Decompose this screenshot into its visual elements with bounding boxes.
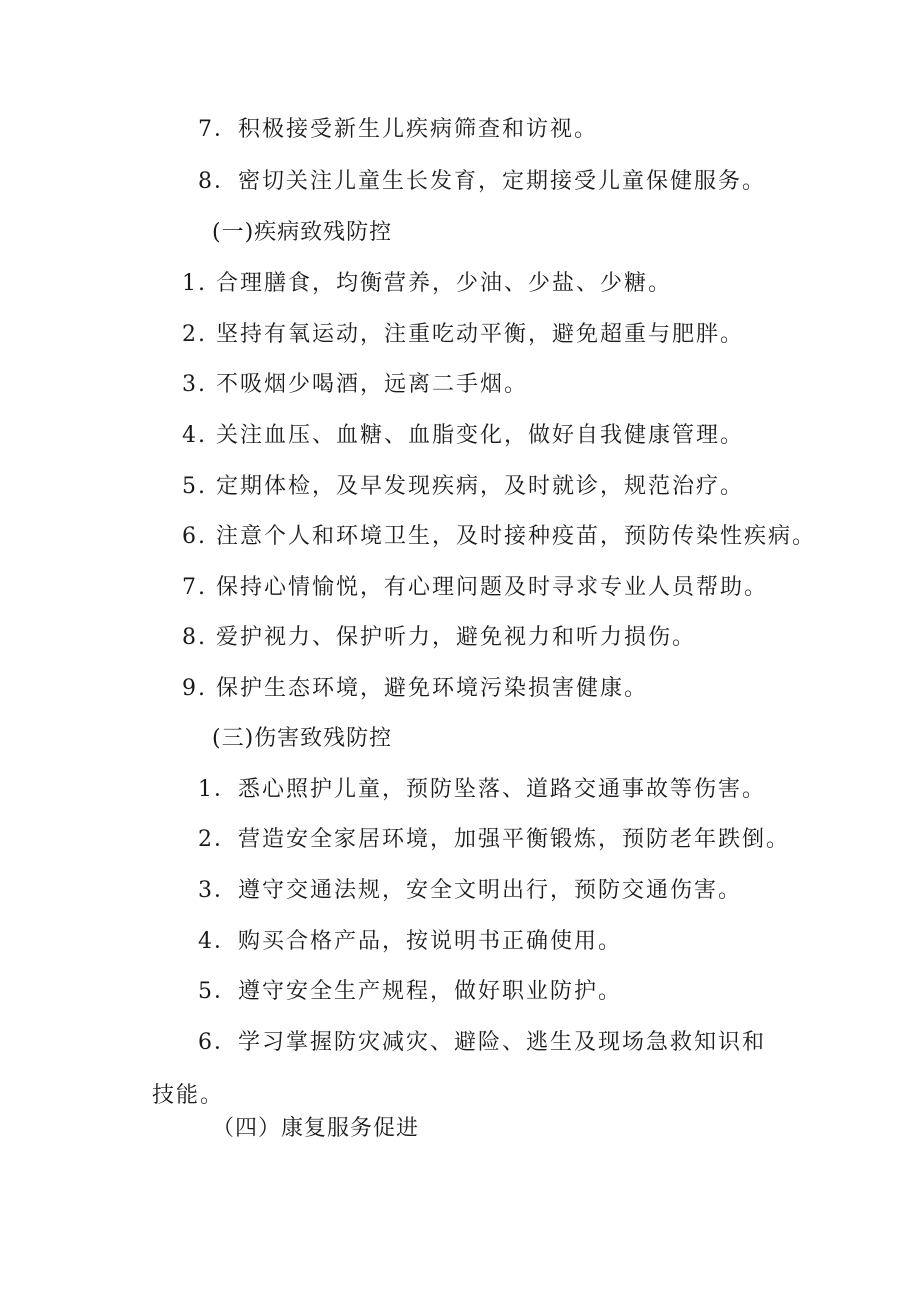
- item-number: 7: [198, 117, 214, 142]
- item-number: 9.: [182, 676, 207, 701]
- section-heading-rehab: （四）康复服务促进: [212, 1116, 420, 1141]
- item-text: ．遵守交通法规，安全文明出行，预防交通伤害。: [214, 878, 743, 903]
- item-text: ．悉心照护儿童，预防坠落、道路交通事故等伤害。: [214, 777, 767, 802]
- list-item: [182, 320, 744, 350]
- item-number: 4.: [182, 423, 207, 448]
- item-number: 2.: [182, 322, 207, 347]
- list-item: [182, 472, 744, 502]
- item-text: ．营造安全家居环境，加强平衡锻炼，预防老年跌倒。: [214, 827, 791, 852]
- item-text: ．遵守安全生产规程，做好职业防护。: [214, 979, 623, 1004]
- list-item: [182, 421, 744, 451]
- list-item: [198, 876, 742, 906]
- item-text: ．积极接受新生儿疾病筛查和访视。: [214, 117, 599, 142]
- list-item: [198, 167, 766, 197]
- list-item: [198, 977, 622, 1007]
- list-item: [182, 370, 528, 400]
- item-text: 定期体检，及早发现疾病，及时就诊，规范治疗。: [216, 474, 745, 499]
- item-number: 1: [198, 777, 214, 802]
- item-text: 合理膳食，均衡营养，少油、少盐、少糖。: [216, 271, 673, 296]
- item-number: 5: [198, 979, 214, 1004]
- list-item: [182, 674, 648, 704]
- item-text: ．密切关注儿童生长发育，定期接受儿童保健服务。: [214, 169, 767, 194]
- item-text: 保持心情愉悦，有心理问题及时寻求专业人员帮助。: [216, 575, 769, 600]
- item-number: 2: [198, 827, 214, 852]
- item-number: 3.: [182, 372, 207, 397]
- item-number: 3: [198, 878, 214, 903]
- section-heading-injury: (三)伤害致残防控: [212, 726, 393, 751]
- item-number: 7.: [182, 575, 207, 600]
- list-item: [198, 927, 622, 957]
- list-item: [182, 573, 768, 603]
- item-text: 注意个人和环境卫生，及时接种疫苗，预防传染性疾病。: [216, 524, 817, 549]
- list-item: [198, 775, 766, 805]
- item-text: 爱护视力、保护听力，避免视力和听力损伤。: [216, 625, 697, 650]
- item-number: 8.: [182, 625, 207, 650]
- list-item: [198, 1028, 766, 1058]
- list-item-continuation: 技能。: [152, 1083, 225, 1108]
- item-text: 关注血压、血糖、血脂变化，做好自我健康管理。: [216, 423, 745, 448]
- item-number: 6: [198, 1030, 214, 1055]
- item-text: 保护生态环境，避免环境污染损害健康。: [216, 676, 649, 701]
- list-item: [182, 522, 816, 552]
- item-number: 6.: [182, 524, 207, 549]
- item-number: 5.: [182, 474, 207, 499]
- list-item: [198, 825, 790, 855]
- list-item: [182, 269, 672, 299]
- list-item: [182, 623, 696, 653]
- list-item: [198, 115, 598, 145]
- item-text: ．购买合格产品，按说明书正确使用。: [214, 929, 623, 954]
- item-text: 坚持有氧运动，注重吃动平衡，避免超重与肥胖。: [216, 322, 745, 347]
- item-number: 8: [198, 169, 214, 194]
- section-heading-disease: (一)疾病致残防控: [212, 220, 393, 245]
- item-text: ．学习掌握防灾减灾、避险、逃生及现场急救知识和: [214, 1030, 767, 1055]
- item-text: 不吸烟少喝酒，远离二手烟。: [216, 372, 529, 397]
- item-number: 1.: [182, 271, 207, 296]
- item-number: 4: [198, 929, 214, 954]
